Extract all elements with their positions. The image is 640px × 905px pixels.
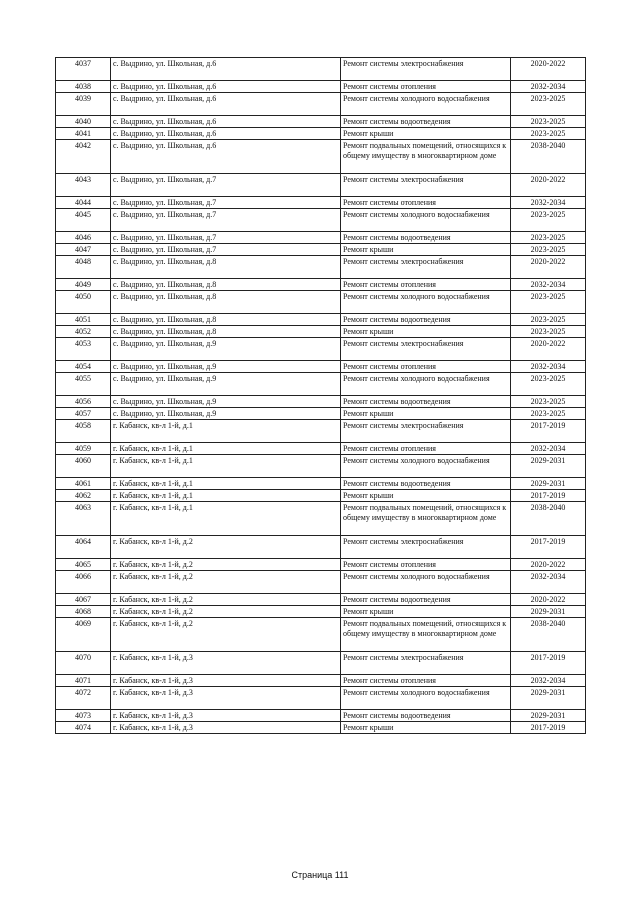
row-number: 4070 xyxy=(56,652,111,675)
page-number: Страница 111 xyxy=(291,870,349,880)
row-number: 4047 xyxy=(56,244,111,256)
row-address: с. Выдрино, ул. Школьная, д.8 xyxy=(111,279,341,291)
row-period: 2023-2025 xyxy=(511,93,586,116)
row-address: с. Выдрино, ул. Школьная, д.6 xyxy=(111,58,341,81)
row-number: 4045 xyxy=(56,209,111,232)
row-period: 2029-2031 xyxy=(511,687,586,710)
row-address: г. Кабанск, кв-л 1-й, д.3 xyxy=(111,675,341,687)
table-row xyxy=(56,338,586,361)
row-work-type: Ремонт системы отопления xyxy=(341,279,511,291)
row-address: с. Выдрино, ул. Школьная, д.9 xyxy=(111,408,341,420)
row-work-type: Ремонт системы холодного водоснабжения xyxy=(341,209,511,232)
row-address: г. Кабанск, кв-л 1-й, д.1 xyxy=(111,478,341,490)
row-period: 2032-2034 xyxy=(511,443,586,455)
row-work-type: Ремонт системы водоотведения xyxy=(341,116,511,128)
row-number: 4065 xyxy=(56,559,111,571)
row-number: 4067 xyxy=(56,594,111,606)
row-period: 2020-2022 xyxy=(511,594,586,606)
row-number: 4062 xyxy=(56,490,111,502)
row-number: 4046 xyxy=(56,232,111,244)
row-work-type: Ремонт системы холодного водоснабжения xyxy=(341,373,511,396)
table-row xyxy=(56,93,586,116)
row-work-type: Ремонт системы отопления xyxy=(341,81,511,93)
row-address: с. Выдрино, ул. Школьная, д.6 xyxy=(111,128,341,140)
row-number: 4059 xyxy=(56,443,111,455)
row-period: 2029-2031 xyxy=(511,478,586,490)
row-period: 2017-2019 xyxy=(511,722,586,734)
row-period: 2023-2025 xyxy=(511,128,586,140)
row-address: с. Выдрино, ул. Школьная, д.7 xyxy=(111,197,341,209)
row-work-type: Ремонт системы отопления xyxy=(341,559,511,571)
row-work-type: Ремонт системы электроснабжения xyxy=(341,536,511,559)
table-row xyxy=(56,140,586,174)
row-number: 4056 xyxy=(56,396,111,408)
table-row xyxy=(56,652,586,675)
row-period: 2023-2025 xyxy=(511,232,586,244)
row-number: 4068 xyxy=(56,606,111,618)
table-row xyxy=(56,594,586,606)
row-period: 2038-2040 xyxy=(511,502,586,536)
row-work-type: Ремонт системы водоотведения xyxy=(341,594,511,606)
row-period: 2017-2019 xyxy=(511,536,586,559)
table-row xyxy=(56,256,586,279)
row-period: 2038-2040 xyxy=(511,618,586,652)
table-row xyxy=(56,209,586,232)
row-period: 2032-2034 xyxy=(511,361,586,373)
row-period: 2029-2031 xyxy=(511,710,586,722)
row-period: 2023-2025 xyxy=(511,326,586,338)
row-work-type: Ремонт системы водоотведения xyxy=(341,314,511,326)
row-number: 4061 xyxy=(56,478,111,490)
row-work-type: Ремонт системы отопления xyxy=(341,443,511,455)
row-address: г. Кабанск, кв-л 1-й, д.2 xyxy=(111,559,341,571)
row-address: г. Кабанск, кв-л 1-й, д.3 xyxy=(111,652,341,675)
row-address: г. Кабанск, кв-л 1-й, д.2 xyxy=(111,606,341,618)
row-work-type: Ремонт системы электроснабжения xyxy=(341,58,511,81)
row-period: 2023-2025 xyxy=(511,291,586,314)
row-work-type: Ремонт системы электроснабжения xyxy=(341,652,511,675)
table-row xyxy=(56,128,586,140)
row-period: 2032-2034 xyxy=(511,81,586,93)
table-row xyxy=(56,675,586,687)
row-number: 4064 xyxy=(56,536,111,559)
row-work-type: Ремонт крыши xyxy=(341,408,511,420)
row-period: 2023-2025 xyxy=(511,209,586,232)
row-period: 2023-2025 xyxy=(511,116,586,128)
row-address: г. Кабанск, кв-л 1-й, д.3 xyxy=(111,710,341,722)
table-row xyxy=(56,81,586,93)
row-number: 4039 xyxy=(56,93,111,116)
row-address: с. Выдрино, ул. Школьная, д.6 xyxy=(111,116,341,128)
row-period: 2032-2034 xyxy=(511,675,586,687)
table-row xyxy=(56,396,586,408)
row-address: с. Выдрино, ул. Школьная, д.8 xyxy=(111,256,341,279)
row-address: с. Выдрино, ул. Школьная, д.6 xyxy=(111,140,341,174)
row-number: 4049 xyxy=(56,279,111,291)
row-work-type: Ремонт крыши xyxy=(341,128,511,140)
row-work-type: Ремонт системы холодного водоснабжения xyxy=(341,455,511,478)
table-row xyxy=(56,279,586,291)
row-period: 2032-2034 xyxy=(511,571,586,594)
row-address: с. Выдрино, ул. Школьная, д.9 xyxy=(111,396,341,408)
row-address: с. Выдрино, ул. Школьная, д.6 xyxy=(111,81,341,93)
row-period: 2023-2025 xyxy=(511,314,586,326)
row-period: 2032-2034 xyxy=(511,197,586,209)
row-period: 2020-2022 xyxy=(511,174,586,197)
row-work-type: Ремонт системы электроснабжения xyxy=(341,338,511,361)
row-address: с. Выдрино, ул. Школьная, д.8 xyxy=(111,314,341,326)
row-number: 4066 xyxy=(56,571,111,594)
row-work-type: Ремонт системы холодного водоснабжения xyxy=(341,687,511,710)
table-row xyxy=(56,174,586,197)
row-address: г. Кабанск, кв-л 1-й, д.1 xyxy=(111,490,341,502)
row-address: с. Выдрино, ул. Школьная, д.8 xyxy=(111,291,341,314)
row-work-type: Ремонт крыши xyxy=(341,722,511,734)
row-address: г. Кабанск, кв-л 1-й, д.2 xyxy=(111,536,341,559)
table-row xyxy=(56,314,586,326)
row-address: г. Кабанск, кв-л 1-й, д.2 xyxy=(111,571,341,594)
row-period: 2023-2025 xyxy=(511,408,586,420)
row-period: 2032-2034 xyxy=(511,279,586,291)
row-work-type: Ремонт системы электроснабжения xyxy=(341,256,511,279)
row-number: 4069 xyxy=(56,618,111,652)
row-period: 2020-2022 xyxy=(511,338,586,361)
row-work-type: Ремонт системы водоотведения xyxy=(341,396,511,408)
row-number: 4042 xyxy=(56,140,111,174)
row-work-type: Ремонт подвальных помещений, относящихся к общему имуществу в многоквартирном доме xyxy=(341,618,511,652)
table-row xyxy=(56,116,586,128)
table-row xyxy=(56,687,586,710)
row-number: 4051 xyxy=(56,314,111,326)
row-work-type: Ремонт подвальных помещений, относящихся к общему имуществу в многоквартирном доме xyxy=(341,502,511,536)
row-address: г. Кабанск, кв-л 1-й, д.3 xyxy=(111,722,341,734)
row-number: 4050 xyxy=(56,291,111,314)
row-number: 4054 xyxy=(56,361,111,373)
row-work-type: Ремонт системы водоотведения xyxy=(341,478,511,490)
row-address: г. Кабанск, кв-л 1-й, д.1 xyxy=(111,455,341,478)
row-number: 4072 xyxy=(56,687,111,710)
row-address: с. Выдрино, ул. Школьная, д.8 xyxy=(111,326,341,338)
repair-schedule-table xyxy=(55,57,586,734)
table-row xyxy=(56,502,586,536)
row-period: 2020-2022 xyxy=(511,58,586,81)
row-number: 4052 xyxy=(56,326,111,338)
row-period: 2023-2025 xyxy=(511,396,586,408)
row-period: 2023-2025 xyxy=(511,373,586,396)
row-number: 4040 xyxy=(56,116,111,128)
row-work-type: Ремонт крыши xyxy=(341,244,511,256)
row-address: с. Выдрино, ул. Школьная, д.9 xyxy=(111,338,341,361)
table-row xyxy=(56,478,586,490)
row-number: 4060 xyxy=(56,455,111,478)
row-address: г. Кабанск, кв-л 1-й, д.3 xyxy=(111,687,341,710)
row-period: 2017-2019 xyxy=(511,420,586,443)
row-work-type: Ремонт системы отопления xyxy=(341,361,511,373)
row-number: 4048 xyxy=(56,256,111,279)
table-row xyxy=(56,408,586,420)
table-row xyxy=(56,606,586,618)
row-number: 4074 xyxy=(56,722,111,734)
row-work-type: Ремонт системы отопления xyxy=(341,197,511,209)
row-number: 4044 xyxy=(56,197,111,209)
row-number: 4055 xyxy=(56,373,111,396)
row-address: с. Выдрино, ул. Школьная, д.7 xyxy=(111,244,341,256)
row-work-type: Ремонт системы холодного водоснабжения xyxy=(341,93,511,116)
row-address: с. Выдрино, ул. Школьная, д.9 xyxy=(111,361,341,373)
row-address: с. Выдрино, ул. Школьная, д.6 xyxy=(111,93,341,116)
table-row xyxy=(56,490,586,502)
table-body xyxy=(56,58,586,734)
row-number: 4057 xyxy=(56,408,111,420)
row-period: 2038-2040 xyxy=(511,140,586,174)
table-row xyxy=(56,571,586,594)
row-number: 4073 xyxy=(56,710,111,722)
table-row xyxy=(56,326,586,338)
row-period: 2029-2031 xyxy=(511,606,586,618)
row-work-type: Ремонт подвальных помещений, относящихся к общему имуществу в многоквартирном доме xyxy=(341,140,511,174)
row-address: с. Выдрино, ул. Школьная, д.9 xyxy=(111,373,341,396)
row-work-type: Ремонт крыши xyxy=(341,326,511,338)
row-number: 4058 xyxy=(56,420,111,443)
row-number: 4037 xyxy=(56,58,111,81)
row-address: с. Выдрино, ул. Школьная, д.7 xyxy=(111,232,341,244)
row-work-type: Ремонт крыши xyxy=(341,606,511,618)
row-work-type: Ремонт системы водоотведения xyxy=(341,710,511,722)
table-row xyxy=(56,536,586,559)
row-number: 4041 xyxy=(56,128,111,140)
row-address: г. Кабанск, кв-л 1-й, д.2 xyxy=(111,618,341,652)
row-period: 2020-2022 xyxy=(511,559,586,571)
row-number: 4038 xyxy=(56,81,111,93)
row-period: 2017-2019 xyxy=(511,490,586,502)
row-work-type: Ремонт крыши xyxy=(341,490,511,502)
row-address: г. Кабанск, кв-л 1-й, д.1 xyxy=(111,502,341,536)
row-number: 4043 xyxy=(56,174,111,197)
row-work-type: Ремонт системы отопления xyxy=(341,675,511,687)
row-work-type: Ремонт системы электроснабжения xyxy=(341,420,511,443)
table-row xyxy=(56,618,586,652)
row-address: г. Кабанск, кв-л 1-й, д.1 xyxy=(111,443,341,455)
table-row xyxy=(56,420,586,443)
table-row xyxy=(56,559,586,571)
row-number: 4071 xyxy=(56,675,111,687)
row-work-type: Ремонт системы холодного водоснабжения xyxy=(341,291,511,314)
row-work-type: Ремонт системы холодного водоснабжения xyxy=(341,571,511,594)
row-address: с. Выдрино, ул. Школьная, д.7 xyxy=(111,209,341,232)
row-address: г. Кабанск, кв-л 1-й, д.1 xyxy=(111,420,341,443)
row-period: 2020-2022 xyxy=(511,256,586,279)
row-work-type: Ремонт системы электроснабжения xyxy=(341,174,511,197)
table-row xyxy=(56,361,586,373)
table-row xyxy=(56,58,586,81)
table-row xyxy=(56,291,586,314)
table-row xyxy=(56,197,586,209)
table-row xyxy=(56,232,586,244)
row-number: 4063 xyxy=(56,502,111,536)
row-period: 2023-2025 xyxy=(511,244,586,256)
row-address: с. Выдрино, ул. Школьная, д.7 xyxy=(111,174,341,197)
table-row xyxy=(56,373,586,396)
row-period: 2017-2019 xyxy=(511,652,586,675)
row-period: 2029-2031 xyxy=(511,455,586,478)
table-row xyxy=(56,455,586,478)
row-number: 4053 xyxy=(56,338,111,361)
table-row xyxy=(56,710,586,722)
table-row xyxy=(56,443,586,455)
table-row xyxy=(56,722,586,734)
table-row xyxy=(56,244,586,256)
row-work-type: Ремонт системы водоотведения xyxy=(341,232,511,244)
row-address: г. Кабанск, кв-л 1-й, д.2 xyxy=(111,594,341,606)
